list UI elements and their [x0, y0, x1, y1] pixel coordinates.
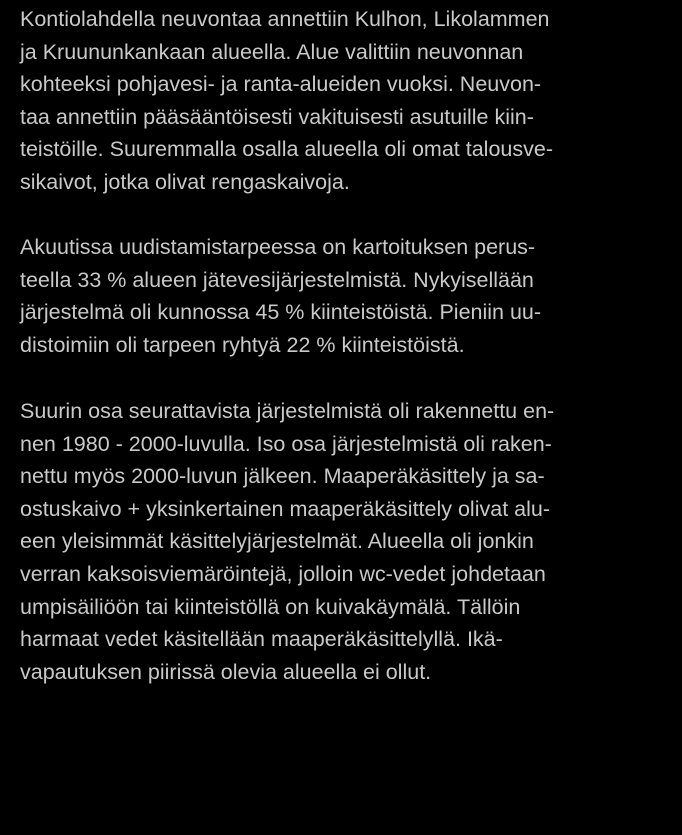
- paragraph-advisory-area: [20, 3, 553, 199]
- text-line: harmaat vedet käsitellään maaperäkäsittelyllä. Ikä-: [20, 627, 503, 652]
- text-line: nen 1980 - 2000-luvulla. Iso osa järjestelmistä oli raken-: [20, 431, 552, 456]
- text-line: taa annettiin pääsääntöisesti vakituisesti asutuille kiin-: [20, 104, 534, 129]
- text-line: Kontiolahdella neuvontaa annettiin Kulhon, Likolammen: [20, 7, 550, 31]
- text-line: kohteeksi pohjavesi- ja ranta-alueiden vuoksi. Neuvon-: [20, 72, 542, 97]
- text-line: distoimiin oli tarpeen ryhtyä 22 % kiinteistöistä.: [20, 332, 465, 357]
- paragraph-renewal-needs: [20, 231, 541, 361]
- text-line: Suurin osa seurattavista järjestelmistä oli rakennettu en-: [20, 399, 555, 423]
- text-line: een yleisimmät käsittelyjärjestelmät. Alueella oli jonkin: [20, 529, 534, 554]
- text-line: vapautuksen piirissä olevia alueella ei ollut.: [20, 659, 432, 684]
- text-line: teistöille. Suuremmalla osalla alueella oli omat talousve-: [20, 137, 553, 162]
- paragraph-system-details: [20, 395, 554, 688]
- text-line: nettu myös 2000-luvun jälkeen. Maaperäkäsittely ja sa-: [20, 464, 545, 489]
- text-line: ostuskaivo + yksinkertainen maaperäkäsittely olivat alu-: [20, 496, 550, 521]
- text-line: ja Kruununkankaan alueella. Alue valittiin neuvonnan: [20, 39, 524, 64]
- text-line: järjestelmä oli kunnossa 45 % kiinteistöistä. Pieniin uu-: [20, 300, 542, 325]
- text-line: sikaivot, jotka olivat rengaskaivoja.: [20, 169, 350, 194]
- text-line: umpisäiliöön tai kiinteistöllä on kuivakäymälä. Tällöin: [20, 594, 521, 619]
- text-line: verran kaksoisviemäröintejä, jolloin wc-vedet johdetaan: [20, 561, 546, 586]
- text-line: Akuutissa uudistamistarpeessa on kartoituksen perus-: [20, 235, 536, 259]
- text-line: teella 33 % alueen jätevesijärjestelmistä. Nykyisellään: [20, 267, 534, 292]
